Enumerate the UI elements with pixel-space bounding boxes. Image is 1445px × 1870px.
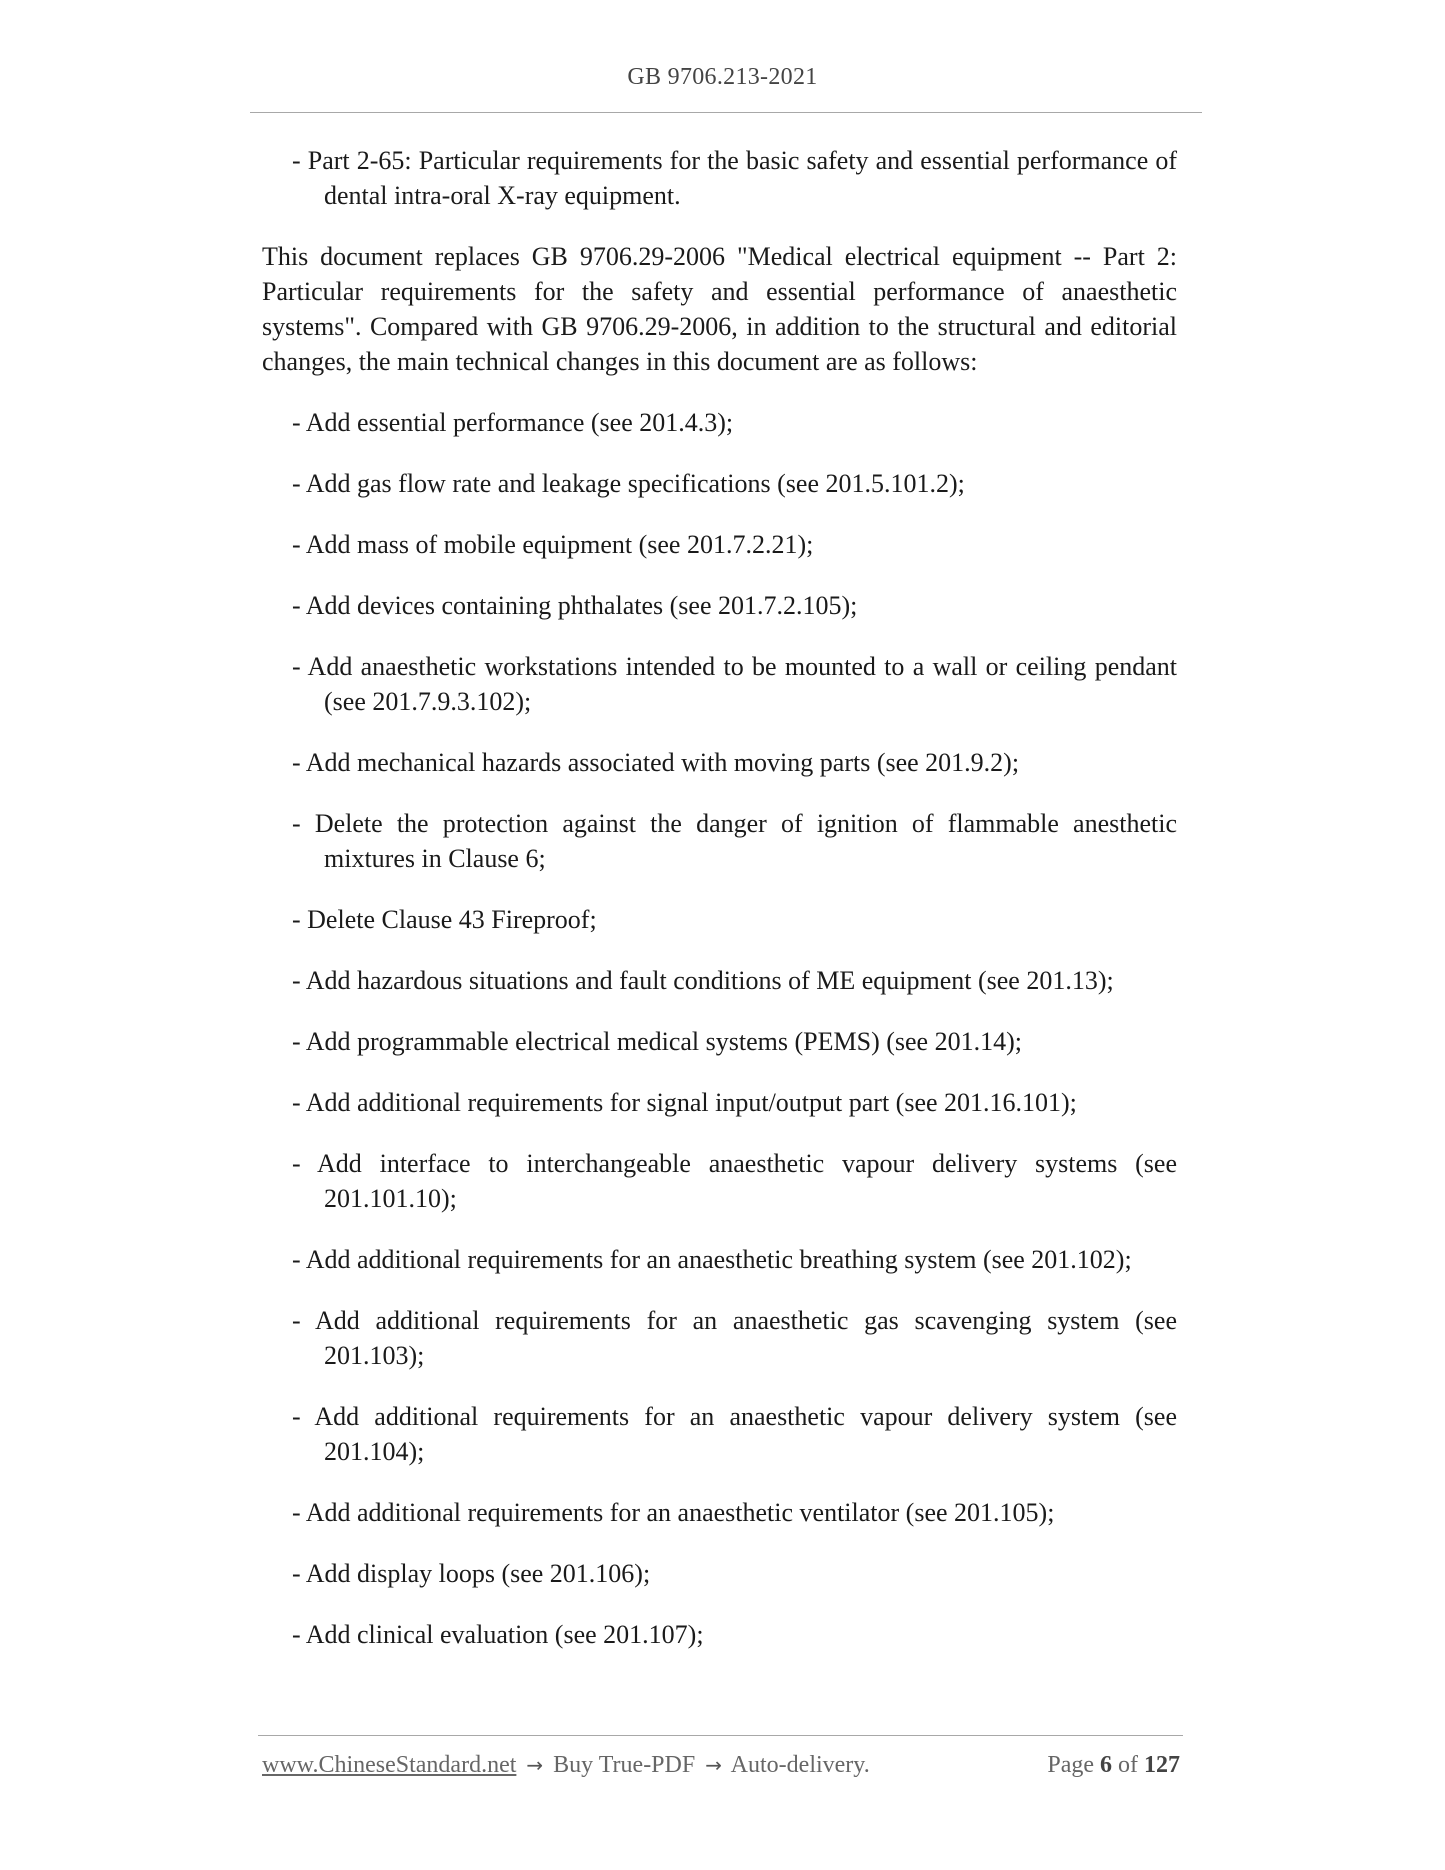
footer-promo — [262, 1752, 870, 1779]
list-item: - Add programmable electrical medical systems (PEMS) (see 201.14); — [292, 1027, 1022, 1056]
list-item: - Delete Clause 43 Fireproof; — [292, 905, 597, 934]
total-page-count: 127 — [1144, 1752, 1180, 1778]
list-item: - Add gas flow rate and leakage specifications (see 201.5.101.2); — [292, 469, 965, 498]
list-item: - Add devices containing phthalates (see 201.7.2.105); — [292, 591, 858, 620]
list-item: - Add display loops (see 201.106); — [292, 1559, 651, 1588]
footer-divider — [258, 1735, 1183, 1736]
list-item-part-2-65: - Part 2-65: Particular requirements for the basic safety and essential performance of dental intra-oral X-ray equipment. — [292, 146, 1177, 210]
list-item: - Add essential performance (see 201.4.3); — [292, 408, 734, 437]
list-item: - Add additional requirements for an anaesthetic breathing system (see 201.102); — [292, 1245, 1132, 1274]
page-footer — [262, 1752, 1180, 1779]
header-divider — [250, 112, 1202, 113]
arrow-right-icon: → — [705, 1753, 722, 1777]
list-item: - Add hazardous situations and fault conditions of ME equipment (see 201.13); — [292, 966, 1114, 995]
list-item: - Add additional requirements for an anaesthetic vapour delivery system (see 201.104); — [292, 1402, 1177, 1466]
list-item: - Add additional requirements for an anaesthetic ventilator (see 201.105); — [292, 1498, 1055, 1527]
list-item: - Add mass of mobile equipment (see 201.7.2.21); — [292, 530, 814, 559]
arrow-right-icon: → — [526, 1753, 544, 1777]
page-body — [262, 143, 1177, 1678]
list-item: - Add additional requirements for an anaesthetic gas scavenging system (see 201.103); — [292, 1306, 1177, 1370]
page-of-word: of — [1118, 1752, 1138, 1778]
list-item: - Add additional requirements for signal input/output part (see 201.16.101); — [292, 1088, 1077, 1117]
list-item: - Delete the protection against the danger of ignition of flammable anesthetic mixtures in Clause 6; — [292, 809, 1177, 873]
list-item: - Add clinical evaluation (see 201.107); — [292, 1620, 704, 1649]
replacement-paragraph: This document replaces GB 9706.29-2006 "Medical electrical equipment -- Part 2: Particular requirements for the safety and essential performance of anaesthetic systems". Compared with GB 9706.29-2006, in addition to the structural and editorial changes, the main technical changes in this document are as follows: — [262, 242, 1177, 376]
list-item: - Add anaesthetic workstations intended to be mounted to a wall or ceiling pendant (see 201.7.9.3.102); — [292, 652, 1177, 716]
buy-true-pdf-text: Buy True-PDF — [553, 1752, 696, 1778]
document-code-header: GB 9706.213-2021 — [627, 64, 818, 90]
auto-delivery-text: Auto-delivery. — [730, 1752, 870, 1778]
current-page-number: 6 — [1100, 1752, 1112, 1778]
site-link[interactable]: www.ChineseStandard.net — [262, 1752, 517, 1778]
list-item: - Add interface to interchangeable anaesthetic vapour delivery systems (see 201.101.10); — [292, 1149, 1177, 1213]
page-number — [1047, 1752, 1180, 1779]
page-word: Page — [1047, 1752, 1094, 1778]
list-item: - Add mechanical hazards associated with moving parts (see 201.9.2); — [292, 748, 1020, 777]
